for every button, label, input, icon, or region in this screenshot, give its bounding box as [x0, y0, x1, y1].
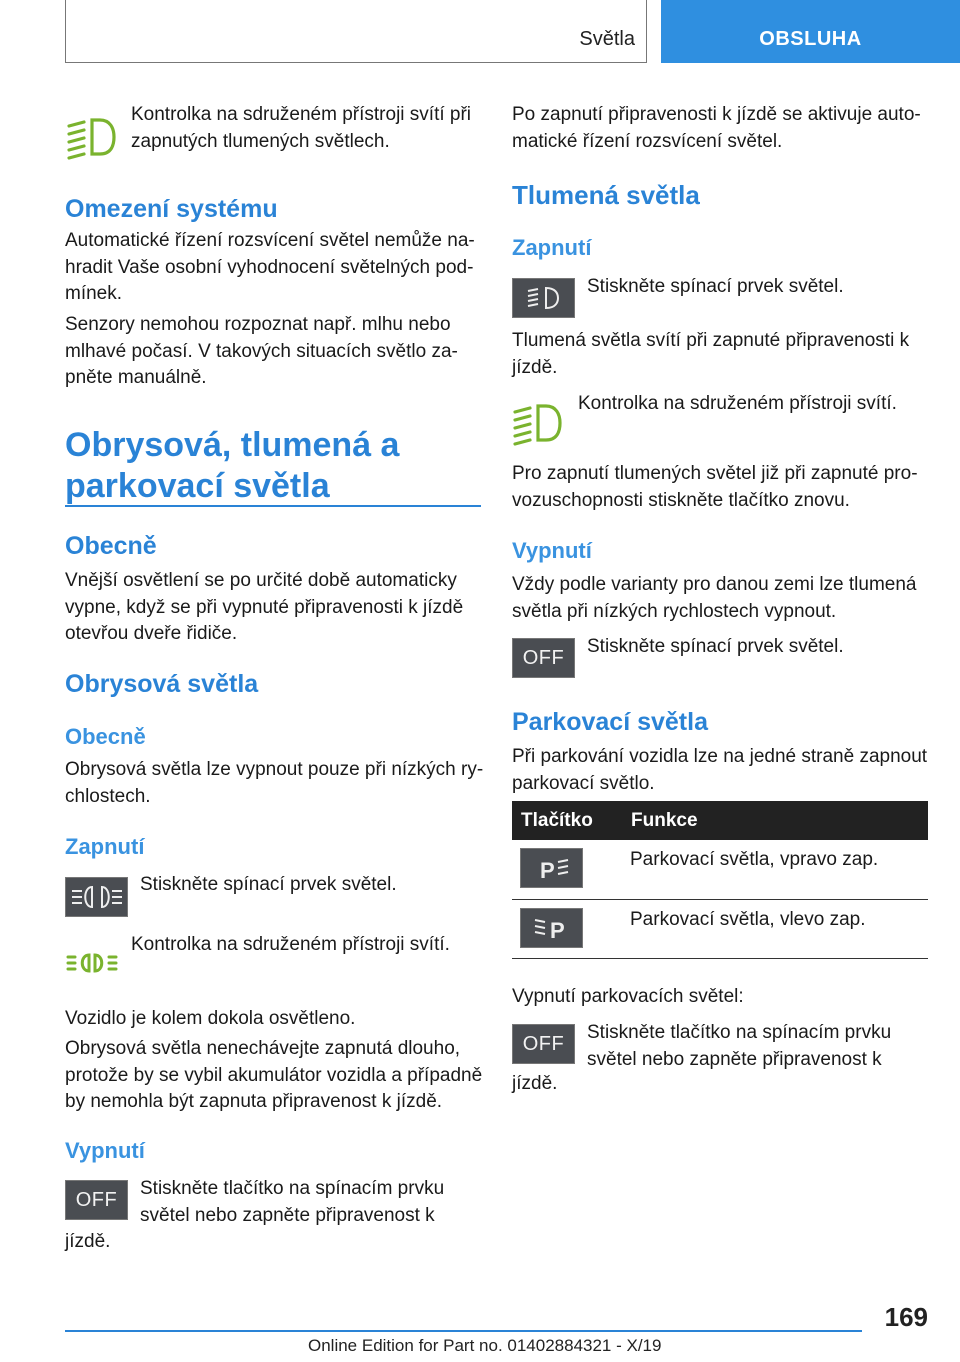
side-off-text-end: jízdě.	[65, 1231, 111, 1252]
subheading-low-on: Zapnutí	[512, 235, 592, 260]
subheading-low-off: Vypnutí	[512, 538, 592, 563]
page-number: 169	[884, 1302, 928, 1332]
off-button[interactable]: OFF	[512, 638, 575, 678]
low-indicator-text: Kontrolka na sdruženém přístroji svítí.	[578, 393, 897, 414]
parking-left-button[interactable]	[520, 908, 583, 948]
footer-rule	[65, 1330, 862, 1332]
subheading-side-on: Zapnutí	[65, 834, 145, 859]
heading-system-limits: Omezení systému	[65, 195, 278, 223]
heading-rule	[65, 505, 481, 507]
indicator-text: Kontrolka na sdruženém přístroji svítí při zapnutých tlumených světlech.	[131, 104, 472, 152]
page-heading: Obrysová, tlumená a parkovací světla	[65, 426, 400, 505]
low-beam-button[interactable]	[512, 278, 575, 318]
paragraph-side-warning: Obrysová světla nenechávejte zapnutá dlouho, protože by se vybil akumulátor vozidla a případně by nemohla být zapnuta připravenost k jízdě.	[65, 1038, 483, 1112]
paragraph-low-off: Vždy podle varianty pro danou zemi lze tlumená světla při nízkých rychlostech vypnout.	[512, 574, 917, 622]
table-row	[512, 900, 928, 959]
paragraph-limits-2: Senzory nemohou rozpoznat např. mlhu nebo mlhavé počasí. V takových situacích světlo zapněte manuálně.	[65, 314, 458, 388]
paragraph-parking: Při parkování vozidla lze na jedné straně zapnout parkovací světlo.	[512, 746, 928, 794]
paragraph-limits-1: Automatické řízení rozsvícení světel nemůže nahradit Vaše osobní vyhodnocení světelných podmínek.	[65, 230, 475, 304]
side-lights-button[interactable]	[65, 877, 128, 917]
side-lights-indicator-icon	[66, 951, 118, 975]
parking-right-button[interactable]	[520, 848, 583, 888]
paragraph-side-lit: Vozidlo je kolem dokola osvětleno.	[65, 1008, 356, 1029]
column-header-button: Tlačítko	[521, 810, 593, 831]
paragraph-auto: Po zapnutí připravenosti k jízdě se aktivuje automatické řízení rozsvícení světel.	[512, 104, 921, 152]
paragraph-general: Vnější osvětlení se po určité době automaticky vypne, když se při vypnuté připravenosti k jízdě otevřou dveře řidiče.	[65, 570, 464, 644]
heading-side-lights: Obrysová světla	[65, 670, 259, 698]
side-indicator-text: Kontrolka na sdruženém přístroji svítí.	[131, 934, 450, 955]
column-header-function: Funkce	[631, 810, 698, 831]
parking-right-icon	[532, 854, 572, 882]
heading-low-beam: Tlumená světla	[512, 180, 700, 210]
chapter-tab[interactable]: OBSLUHA	[661, 0, 960, 63]
parking-left-function: Parkovací světla, vlevo zap.	[630, 909, 866, 930]
parking-left-letter: P	[549, 918, 565, 942]
subheading-side-off: Vypnutí	[65, 1138, 145, 1163]
side-lights-button-icon	[68, 883, 126, 911]
header-frame	[65, 0, 647, 63]
parking-right-function: Parkovací světla, vpravo zap.	[630, 849, 879, 870]
heading-general: Obecně	[65, 532, 157, 560]
low-off-press-text: Stiskněte spínací prvek světel.	[587, 636, 844, 657]
side-off-text: Stiskněte tlačítko na spínacím prvku světel nebo zapněte připravenost k	[140, 1178, 445, 1226]
park-off-text-end: jízdě.	[512, 1073, 558, 1094]
off-button[interactable]: OFF	[512, 1024, 575, 1064]
paragraph-low-again: Pro zapnutí tlumených světel již při zapnuté provozuschopnosti stiskněte tlačítko znovu.	[512, 463, 918, 511]
parking-right-letter: P	[539, 858, 555, 882]
edition-footer: Online Edition for Part no. 01402884321 - X/19	[308, 1336, 662, 1355]
low-beam-indicator-icon	[512, 400, 564, 446]
paragraph-low-lit: Tlumená světla svítí při zapnuté připravenosti k jízdě.	[512, 330, 910, 378]
parking-left-icon	[532, 914, 572, 942]
low-press-text: Stiskněte spínací prvek světel.	[587, 276, 844, 297]
low-beam-indicator-icon	[66, 114, 118, 160]
table-divider	[512, 958, 928, 959]
section-title: Světla	[579, 28, 635, 50]
off-button[interactable]: OFF	[65, 1180, 128, 1220]
heading-parking-lights: Parkovací světla	[512, 708, 708, 736]
paragraph-side-general: Obrysová světla lze vypnout pouze při nízkých rychlostech.	[65, 759, 484, 807]
table-header	[512, 801, 928, 840]
paragraph-park-off: Vypnutí parkovacích světel:	[512, 986, 744, 1007]
low-beam-button-icon	[524, 284, 564, 312]
park-off-text: Stiskněte tlačítko na spínacím prvku světel nebo zapněte připravenost k	[587, 1022, 892, 1070]
press-light-switch-text: Stiskněte spínací prvek světel.	[140, 874, 397, 895]
table-row	[512, 840, 928, 900]
subheading-side-general: Obecně	[65, 724, 146, 749]
